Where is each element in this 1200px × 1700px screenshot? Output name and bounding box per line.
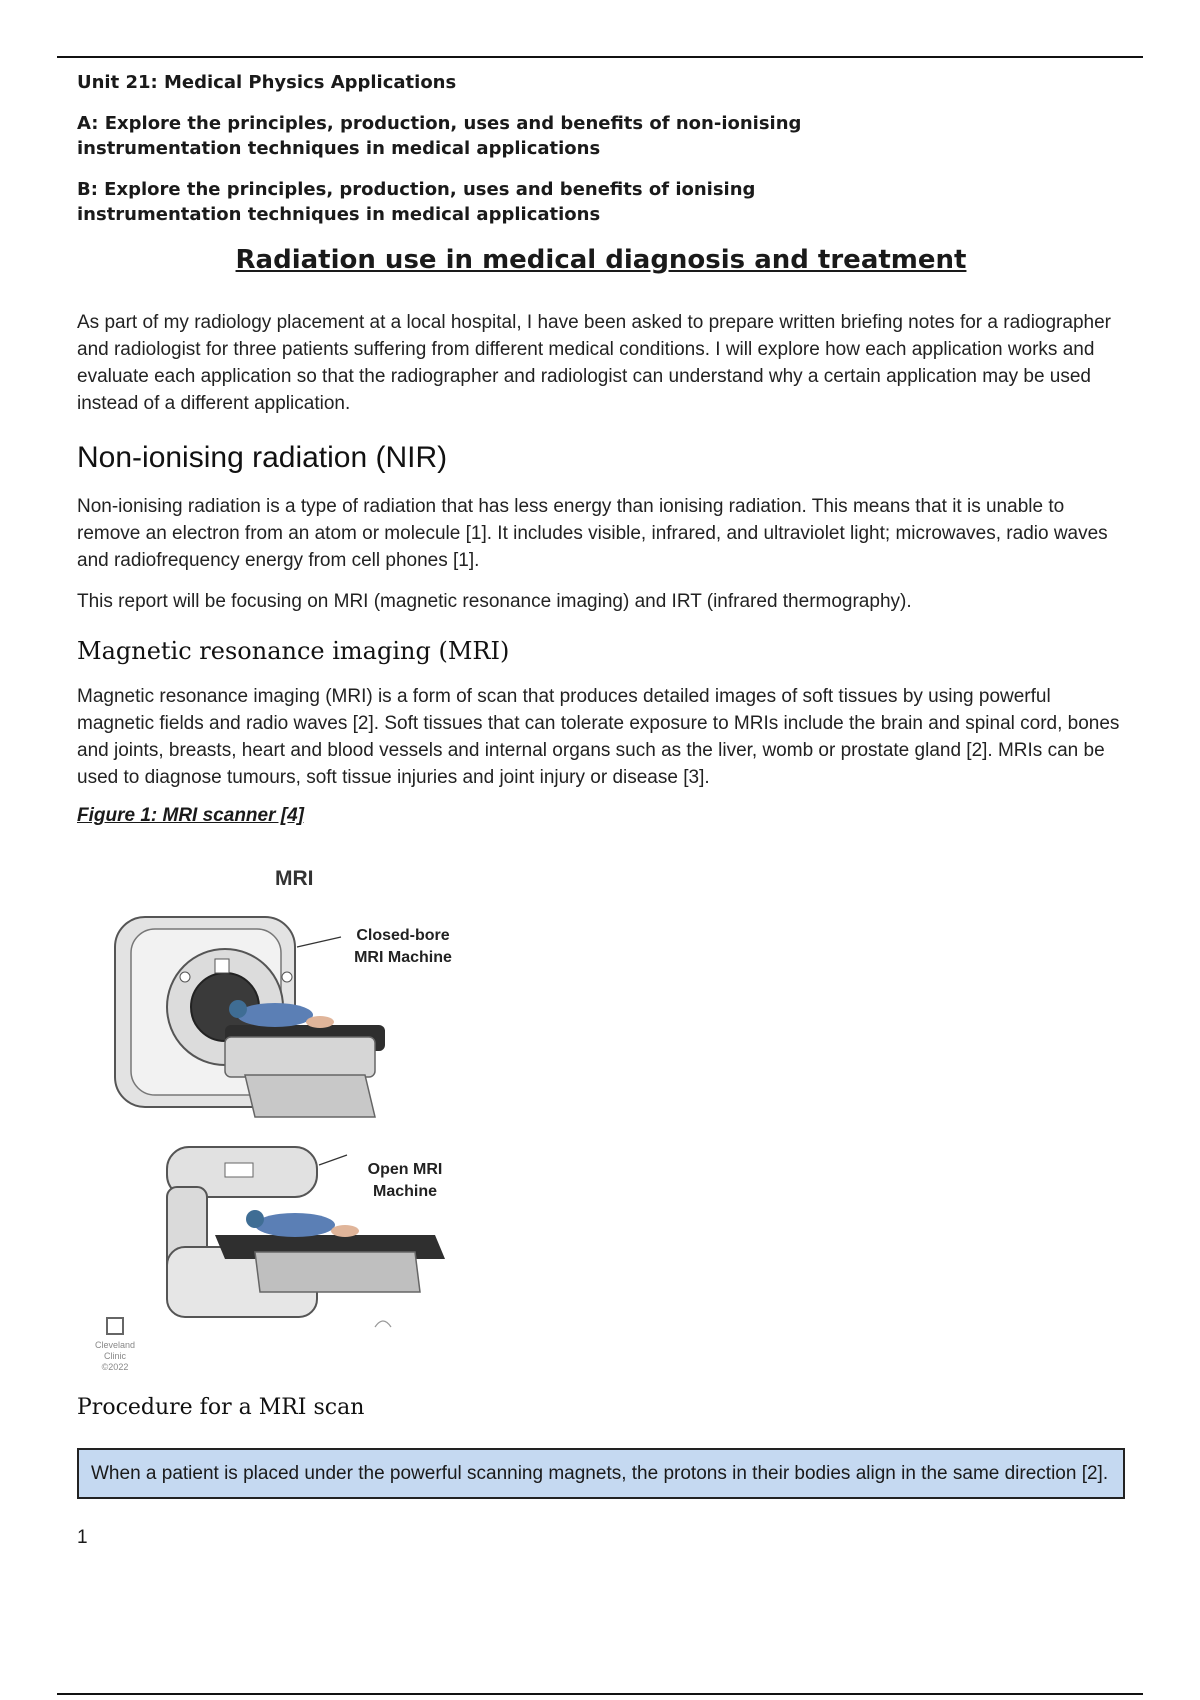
logo-icon [106, 1317, 124, 1335]
learning-objective-a: A: Explore the principles, production, uses and benefits of non-ionising instrumentation techniques in medical applications [77, 113, 802, 159]
label-closed-bore: Closed-bore MRI Machine [354, 927, 452, 966]
procedure-text-box: When a patient is placed under the powerful scanning magnets, the protons in their bodies align in the same direction [2]. [77, 1448, 1125, 1499]
mri-scanner-figure [75, 847, 515, 1377]
logo-line-2: Clinic [103, 1351, 126, 1361]
learning-objective-b: B: Explore the principles, production, uses and benefits of ionising instrumentation techniques in medical applications [77, 179, 756, 225]
page-number: 1 [77, 1527, 88, 1548]
top-rule [57, 56, 1143, 58]
logo-line-3: ©2022 [101, 1362, 129, 1372]
procedure-heading: Procedure for a MRI scan [77, 1395, 365, 1420]
nir-paragraph-2: This report will be focusing on MRI (magnetic resonance imaging) and IRT (infrared thermography). [77, 591, 912, 612]
mri-paragraph-1: Magnetic resonance imaging (MRI) is a form of scan that produces detailed images of soft tissues by using powerful magnetic fields and radio waves [2]. Soft tissues that can tolerate exposure to MRIs include the brain and spinal cord, bones and joints, breasts, heart and blood vessels and internal organs such as the liver, womb or prostate gland [2]. MRIs can be used to diagnose tumours, soft tissue injuries and joint injury or disease [3]. [77, 686, 1120, 788]
logo-line-1: Cleveland [94, 1340, 136, 1350]
intro-paragraph: As part of my radiology placement at a local hospital, I have been asked to prepare written briefing notes for a radiographer and radiologist for three patients suffering from different medical conditions. I will explore how each application works and evaluate each application so that the radiographer and radiologist can understand why a certain application may be used instead of a different application. [77, 312, 1111, 414]
document-page [77, 72, 1125, 1549]
document-title: Radiation use in medical diagnosis and treatment [235, 245, 967, 275]
bottom-rule [57, 1693, 1143, 1695]
figure-title: MRI [275, 867, 314, 890]
label-open-mri: Open MRI Machine [367, 1161, 443, 1200]
nir-paragraph-1: Non-ionising radiation is a type of radiation that has less energy than ionising radiation. This means that it is unable to remove an electron from an atom or molecule [1]. It includes visible, infrared, and ultraviolet light; microwaves, radio waves and radiofrequency energy from cell phones [1]. [77, 496, 1108, 571]
figure-caption: Figure 1: MRI scanner [4] [77, 805, 304, 826]
cleveland-clinic-logo [85, 1317, 145, 1373]
nir-heading: Non-ionising radiation (NIR) [77, 441, 448, 474]
unit-heading: Unit 21: Medical Physics Applications [77, 72, 457, 93]
mri-heading: Magnetic resonance imaging (MRI) [77, 637, 510, 665]
